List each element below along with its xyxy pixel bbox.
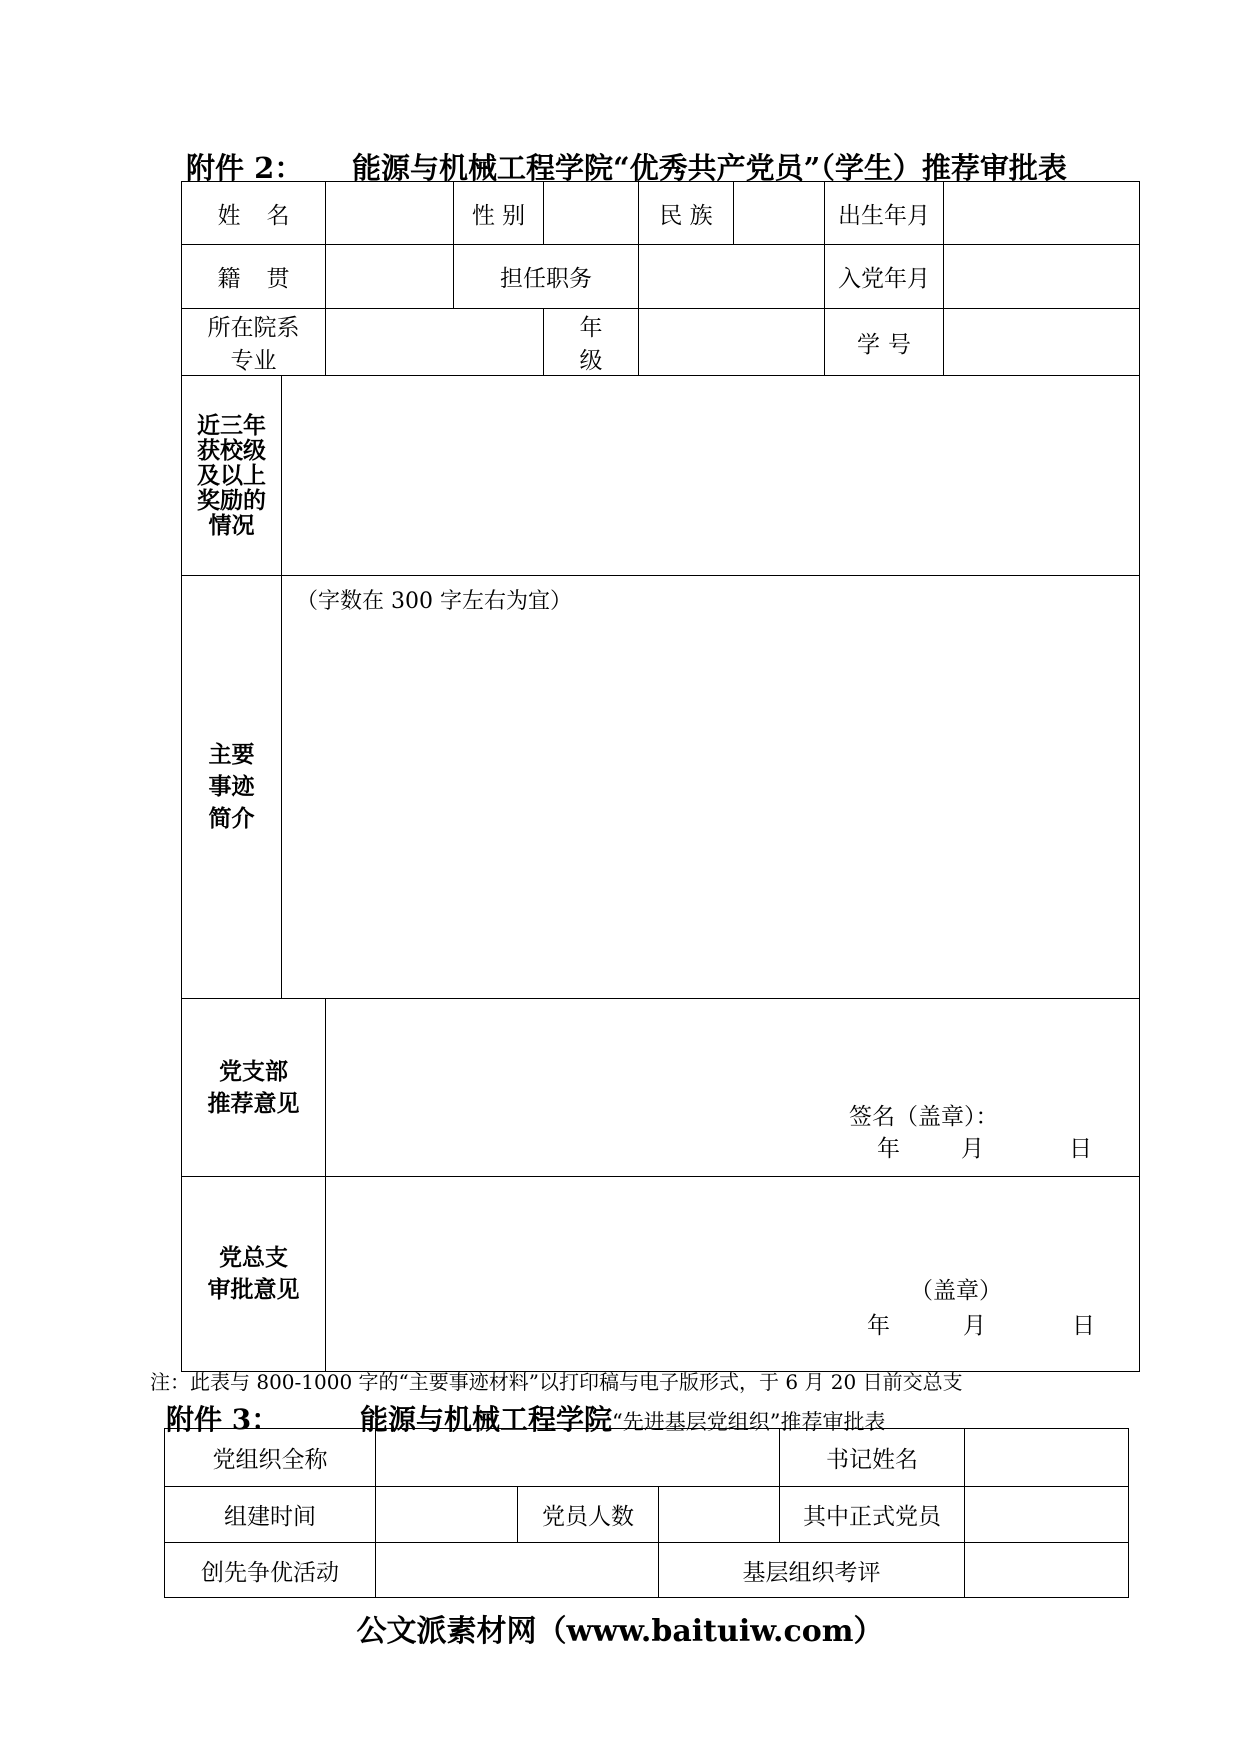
org-full-name-value[interactable] [376,1429,780,1487]
formal-members-value[interactable] [965,1487,1129,1543]
deeds-value[interactable] [282,576,1140,999]
member-count-value[interactable] [659,1487,780,1543]
department-label [182,309,326,376]
general-date-day: 日 [1072,1313,1095,1339]
student-id-label: 学号 [825,309,944,376]
general-date-year: 年 [867,1313,890,1339]
evaluation-value[interactable] [965,1543,1129,1598]
activities-value[interactable] [376,1543,659,1598]
attachment3-title-bold: 能源与机械工程学院 [360,1403,613,1436]
founded-time-label: 组建时间 [165,1487,376,1543]
branch-signature-label: 签名（盖章）： [849,1104,999,1130]
gender-label: 性 别 [454,182,544,245]
footer-watermark: 公文派素材网（www.baituiw.com） [356,1614,884,1649]
secretary-name-label: 书记姓名 [780,1429,965,1487]
recommendation-form-table [181,181,1140,1372]
awards-label-cell [182,376,282,576]
awards-label: 近三年获校级及以上奖励的情况 [197,412,266,539]
org-full-name-label: 党组织全称 [165,1429,376,1487]
founded-time-value[interactable] [376,1487,518,1543]
position-label: 担任职务 [454,245,639,309]
general-branch-label-line2: 审批意见 [207,1276,300,1303]
branch-opinion-label-cell [182,999,326,1177]
general-branch-label-cell [182,1177,326,1372]
branch-opinion-value[interactable] [326,999,1140,1177]
department-label-line1: 所在院系 [207,315,300,341]
grade-value[interactable] [639,309,825,376]
department-value[interactable] [326,309,544,376]
ethnicity-label: 民 族 [639,182,734,245]
birth-date-label: 出生年月 [825,182,944,245]
general-date-month: 月 [963,1313,986,1339]
name-value[interactable] [326,182,454,245]
general-branch-label-line1: 党总支 [219,1244,288,1271]
general-branch-opinion-value[interactable] [326,1177,1140,1372]
party-organization-table [164,1428,1129,1598]
join-party-date-label: 入党年月 [825,245,944,309]
birth-date-value[interactable] [944,182,1140,245]
gender-value[interactable] [544,182,639,245]
deeds-label: 主要事迹简介 [208,741,255,832]
position-value[interactable] [639,245,825,309]
general-branch-seal-label: （盖章） [910,1278,1002,1304]
branch-opinion-label-line2: 推荐意见 [207,1089,300,1117]
deeds-label-cell [182,576,282,999]
activities-label: 创先争优活动 [165,1543,376,1598]
awards-value[interactable] [282,376,1140,576]
name-label: 姓名 [182,182,326,245]
branch-date-month: 月 [961,1136,984,1162]
secretary-name-value[interactable] [965,1429,1129,1487]
department-label-line2: 专业 [230,348,277,374]
attachment2-title-text: 能源与机械工程学院“优秀共产党员”（学生）推荐审批表 [352,151,1067,185]
attachment3-prefix: 附件 3： [166,1403,280,1436]
branch-date-year: 年 [877,1136,900,1162]
ethnicity-value[interactable] [734,182,825,245]
submission-note: 注：此表与 800-1000 字的“主要事迹材料”以打印稿与电子版形式，于 6 月 20 日前交总支 [150,1370,963,1394]
formal-members-label: 其中正式党员 [780,1487,965,1543]
deeds-hint: （字数在 300 字左右为宜） [296,589,572,614]
native-place-label: 籍贯 [182,245,326,309]
branch-opinion-label-line1: 党支部 [219,1057,288,1085]
member-count-label: 党员人数 [518,1487,659,1543]
native-place-value[interactable] [326,245,454,309]
attachment3-title-rest: “先进基层党组织”推荐审批表 [612,1410,886,1434]
student-id-value[interactable] [944,309,1140,376]
grade-label: 年级 [544,309,639,376]
evaluation-label: 基层组织考评 [659,1543,965,1598]
join-party-date-value[interactable] [944,245,1140,309]
branch-date-day: 日 [1069,1136,1092,1162]
attachment2-prefix: 附件 2： [186,151,304,185]
